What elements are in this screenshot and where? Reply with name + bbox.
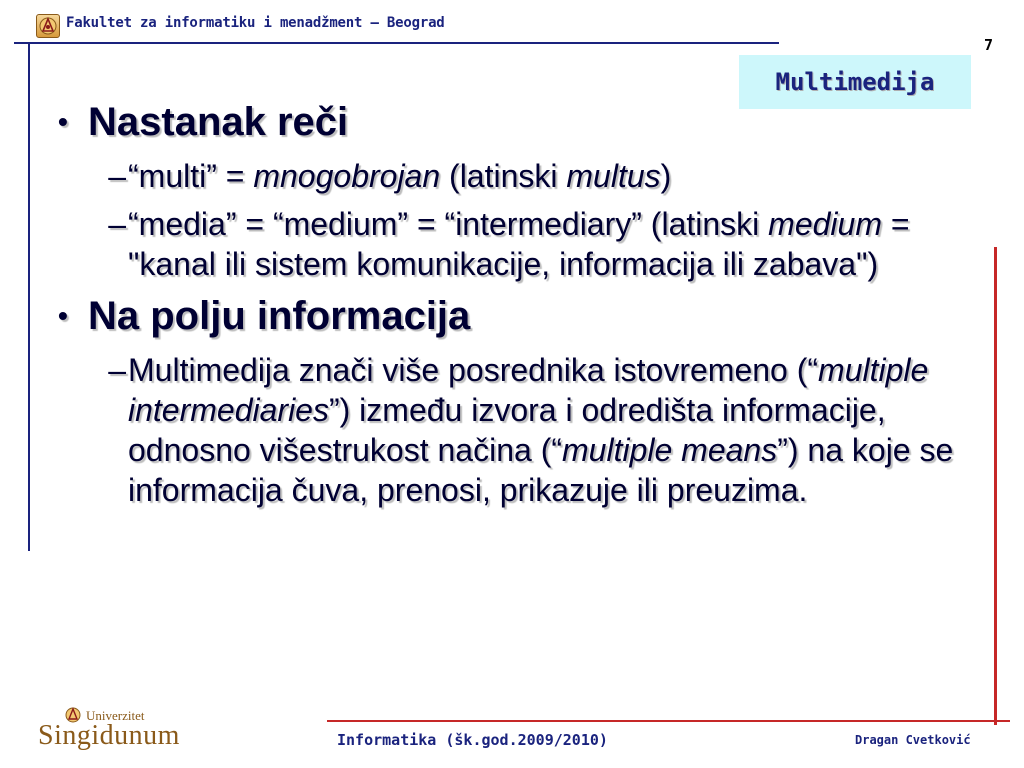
right-divider [994, 247, 997, 725]
sub-bullet-item [96, 350, 978, 510]
logo-main-text: Singidunum [38, 720, 180, 751]
faculty-emblem-icon [36, 14, 60, 38]
bullet-item [58, 96, 978, 148]
bullet-icon: • [58, 300, 68, 331]
header-divider [14, 42, 779, 44]
bullet-title: Nastanak reči [88, 100, 349, 144]
bullet-item [58, 290, 978, 342]
sub-bullet-item [96, 156, 978, 196]
dash-icon: – [108, 352, 126, 388]
university-logo [38, 708, 180, 754]
bullet-title: Na polju informacija [88, 294, 471, 338]
sub-bullet-text: Multimedija znači više posrednika istovremeno (“multiple intermediaries”) između izvora i odredišta informacije, odnosno višestrukost načina (“multiple means”) na koje se informacija čuva, prenosi, prikazuje ili preuzima. [128, 352, 954, 508]
footer-author: Dragan Cvetković [855, 733, 971, 747]
page-number: 7 [983, 36, 993, 54]
sub-bullet-item [96, 204, 978, 284]
section-title: Multimedija [739, 55, 971, 109]
logo-top-text: Univerzitet [86, 708, 145, 723]
header-title: Fakultet za informatiku i menadžment – Beograd [66, 15, 445, 31]
sub-bullet-text: “media” = “medium” = “intermediary” (latinski medium = "kanal ili sistem komunikacije, informacija ili zabava") [128, 206, 910, 282]
dash-icon: – [108, 206, 126, 242]
footer-course: Informatika (šk.god.2009/2010) [337, 731, 608, 749]
slide-content [58, 92, 978, 516]
bullet-icon: • [58, 106, 68, 137]
footer-divider [327, 720, 1010, 722]
left-divider [28, 43, 30, 551]
sub-bullet-text: “multi” = mnogobrojan (latinski multus) [128, 158, 672, 194]
dash-icon: – [108, 158, 126, 194]
